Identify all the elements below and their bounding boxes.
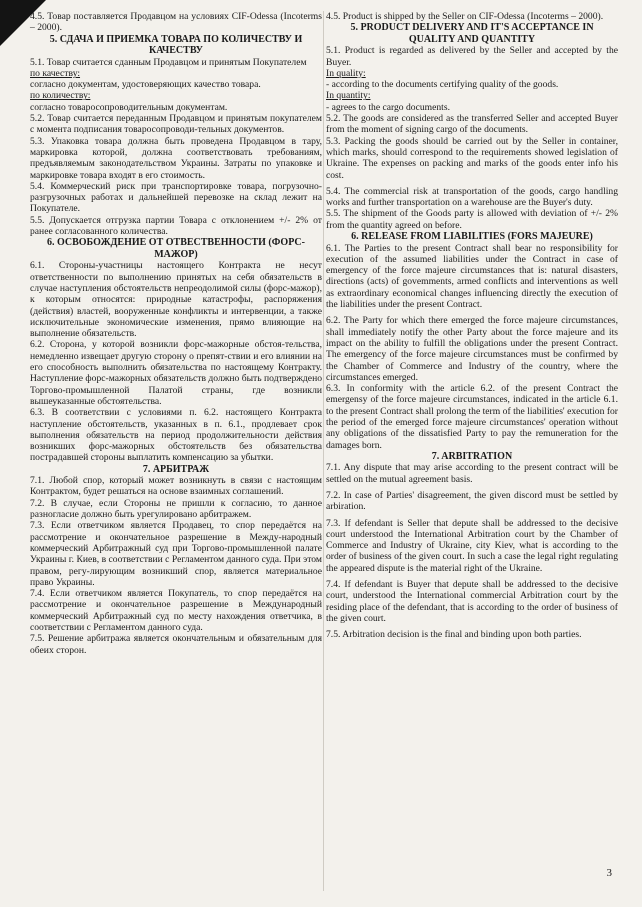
ru-clause-6-1: 6.1. Стороны-участницы настоящего Контракта не несут ответственности по выполнению принятых на себя обязательств в случае наступления обстоятельств непреодолимой силы (форс-мажор), к которым относятся: природные катастрофы, распоряжения (действия) властей, вооруженные конфликты и интервенции, а также исключительные экономические изменения, прямо влияющие на выполнение обязательств. xyxy=(30,260,322,340)
ru-quantity-text: согласно товаросопроводительным документам. xyxy=(30,101,228,113)
en-clause-6-1: 6.1. The Parties to the present Contract shall bear no responsibility for execution of the assumed liabilities under the Contract in case of emergency of the force majeure circumstances that is: natural disasters, directions (acts) of govemments, armed conflicts and interventions as well as extraordinary economical changes influencing directly the execution of the liabilities under the present Contract. xyxy=(326,242,618,311)
en-quality-text: - according to the documents certifying quality of the goods. xyxy=(326,79,559,91)
ru-clause-4-5: 4.5. Товар поставляется Продавцом на условиях CIF-Odessa (Incoterms – 2000). xyxy=(30,11,322,34)
ru-section-7-heading: 7. АРБИТРАЖ xyxy=(142,463,210,475)
en-clause-5-4: 5.4. The commercial risk at transportation of the goods, cargo handling works and further transportation on a warehouse are the Buyer's duty. xyxy=(326,185,618,209)
en-section-5-heading: 5. PRODUCT DELIVERY AND IT'S ACCEPTANCE IN QUALITY AND QUANTITY xyxy=(350,22,594,45)
ru-clause-7-1: 7.1. Любой спор, который может возникнуть в связи с настоящим Контрактом, будет решаться на основе взаимных соглашений. xyxy=(30,475,322,498)
en-clause-6-2: 6.2. The Party for which there emerged the force majeure circumstances, shall immediately notify the other Party about the force majeure and its impact on the ability to fulfill the obligations under the present Contract. The emergency of the force majeure circumstances must be confirmed by the Chamber of Commerce and Industry of the country, where the circumstances emerged. xyxy=(326,315,618,383)
ru-clause-5-1: 5.1. Товар считается сданным Продавцом и принятым Покупателем xyxy=(30,56,307,68)
page-number: 3 xyxy=(606,867,612,879)
en-quantity-text: - agrees to the cargo documents. xyxy=(326,101,450,113)
ru-clause-5-5: 5.5. Допускается отгрузка партии Товара с отклонением +/- 2% от ранее согласованного количества. xyxy=(30,214,322,238)
ru-clause-6-2: 6.2. Сторона, у которой возникли форс-мажорные обстоя-тельства, немедленно извещает другую сторону о препят-ствии и его влиянии на его способность выполнить обязательства по настоящему Контракту. Наступление форс-мажорных обязательств должно быть подтверждено Торгово-промышленной Палатой страны, где возникли вышеуказанные обстоятельства. xyxy=(30,339,322,407)
ru-clause-7-3: 7.3. Если ответчиком является Продавец, то спор передаётся на рассмотрение и окончательное разрешение в Между-народный коммерческий Арбитражный суд при Торгово-промышленной палате Украины г. Киев, в соответствии с Регламентом данного суда. При этом правом, регу-лирующим возникший спор, является материальное право Украины. xyxy=(30,520,322,588)
ru-clause-7-5: 7.5. Решение арбитража является окончательным и обязательным для обеих сторон. xyxy=(30,633,322,656)
en-quantity-label: In quantity: xyxy=(326,90,371,102)
ru-quality-label: по качеству: xyxy=(30,67,81,79)
english-column xyxy=(326,11,618,891)
en-clause-4-5: 4.5. Product is shipped by the Seller on CIF-Odessa (Incoterms – 2000). xyxy=(326,11,604,22)
en-clause-7-5: 7.5. Arbitration decision is the final and binding upon both parties. xyxy=(326,629,582,641)
en-clause-7-2: 7.2. In case of Parties' disagreement, the given discord must be settled by arbiration. xyxy=(326,489,618,513)
en-clause-5-5: 5.5. The shipment of the Goods party is allowed with deviation of +/- 2% from the quantity agreed on before. xyxy=(326,208,618,231)
ru-quantity-label: по количеству: xyxy=(30,90,91,102)
ru-section-6-heading: 6. ОСВОБОЖДЕНИЕ ОТ ОТВЕСТВЕННОСТИ (ФОРС-МАЖОР) xyxy=(46,237,305,260)
russian-column xyxy=(30,11,322,891)
en-clause-7-3: 7.3. If defendant is Seller that depute shall be addressed to the decisive court understood the International Arbitration court by the Chamber of Commerce and Industry of Ukraine, city Kiev, what is according to the order of business of the given court. In such a case the legal right regulating the appeared dispute is the material right of the Ukraine. xyxy=(326,517,618,574)
en-clause-6-3: 6.3. In conformity with the article 6.2. of the present Contract the emergensy of the force majeure circumstances, indicated in the article 6.1. to the present Contract shall prolong the term of the liabilities' execution for the period of the emerged force majeure circumstances' operation without any obligations of the dissatisfied Party to pay the remuneration for the damages born. xyxy=(326,383,618,451)
ru-clause-7-2: 7.2. В случае, если Стороны не пришли к согласию, то данное разногласие должно быть урегулировано арбитражем. xyxy=(30,497,322,521)
en-clause-7-1: 7.1. Any dispute that may arise according to the present contract will be settled on the mutual agreement basis. xyxy=(326,462,618,485)
ru-clause-5-4: 5.4. Коммерческий риск при транспортировке товара, погрузочно-разгрузочных работах и дальнейшей перевозке на склад лежит на Покупателе. xyxy=(30,180,322,215)
en-section-7-heading: 7. ARBITRATION xyxy=(431,450,513,462)
ru-clause-7-4: 7.4. Если ответчиком является Покупатель, то спор передаётся на рассмотрение и окончательное разрешение в Международный коммерческий Арбитражный суд по месту нахождения ответчика, в соответствии с Регламентом данного суда. xyxy=(30,588,322,634)
contract-page xyxy=(30,11,618,891)
ru-clause-5-2: 5.2. Товар считается переданным Продавцом и принятым покупателем с момента подписания товаросопроводи-тельных документов. xyxy=(30,113,322,136)
ru-section-5-heading: 5. СДАЧА И ПРИЕМКА ТОВАРА ПО КОЛИЧЕСТВУ И КАЧЕСТВУ xyxy=(49,33,303,57)
en-clause-5-1: 5.1. Product is regarded as delivered by the Seller and accepted by the Buyer. xyxy=(326,45,618,68)
ru-clause-6-3: 6.3. В соответствии с условиями п. 6.2. настоящего Контракта наступление обстоятельств, указанных в п. 6.1., продлевает срок выполнения обязательств на период продолжительности действия возникших форс-мажорных обстоятельств без обязательства пострадавшей стороны выплатить компенсацию за убытки. xyxy=(30,407,322,464)
en-clause-5-2: 5.2. The goods are considered as the transferred Seller and accepted Buyer from the moment of signing cargo of the documents. xyxy=(326,113,618,136)
en-quality-label: In quality: xyxy=(326,67,366,79)
en-clause-5-3: 5.3. Packing the goods should be carried out by the Seller in container, which marks, should correspond to the requirements showed legislation of Ukraine. The expenses on packing and marks of the goods enter info his cost. xyxy=(326,135,618,181)
ru-quality-text: согласно документам, удостоверяющих качество товара. xyxy=(30,79,261,91)
ru-clause-5-3: 5.3. Упаковка товара должна быть проведена Продавцом в тару, маркировка которой, должна соответствовать требованиям, предъявляемым законодательством Украины. Затраты по упаковке и маркировке товара входят в его стоимость. xyxy=(30,135,322,181)
en-clause-7-4: 7.4. If defendant is Buyer that depute shall be addressed to the decisive court, understood the International commercial Arbitration court by the residing place of the defendant, that is according to the order of business of the given court. xyxy=(326,579,618,624)
en-section-6-heading: 6. RELEASE FROM LIABILITIES (FORS MAJEURE) xyxy=(351,231,593,243)
